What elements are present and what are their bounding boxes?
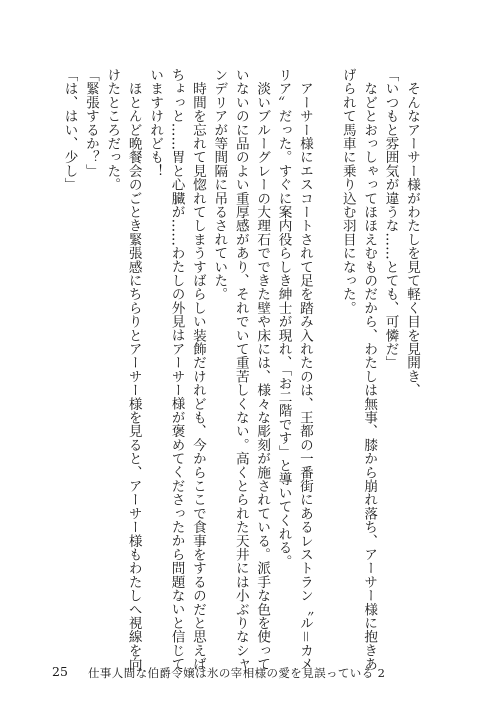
text-line: げられて馬車に乗り込む羽目になった。 bbox=[339, 68, 356, 315]
text-line: 「は、はい、少し」 bbox=[61, 68, 78, 192]
blank-line bbox=[315, 68, 336, 628]
text-line: そんなアーサー様がわたしを見て軽く目を見開き、 bbox=[404, 68, 420, 397]
text-line: などとおっしゃってほほえむものだから、わたしは無事、膝から崩れ落ち、アーサー様に抱きあ bbox=[361, 68, 378, 671]
text-line: 「緊張するか？」 bbox=[82, 68, 99, 178]
text-line: リア〟だった。すぐに案内役らしき紳士が現れ、「お二階です」と導いてくれる。 bbox=[275, 68, 292, 569]
text-line: いますけれども！ bbox=[147, 68, 164, 178]
text-line: 淡いブルーグレーの大理石でできた壁や床には、様々な彫刻が施されている。派手な色を使って bbox=[254, 68, 271, 671]
text-line: ほとんど晩餐会のごとき緊張感にちらりとアーサー様を見ると、アーサー様もわたしへ視線を向 bbox=[125, 68, 142, 671]
text-line: アーサー様にエスコートされて足を踏み入れたのは、王都の一番街にあるレストラン〝ル＝カメ bbox=[296, 68, 313, 671]
text-line: 時間を忘れて見惚れてしまうすばらしい装飾だけれども、今からここで食事をするのだと思えば bbox=[189, 68, 206, 671]
vertical-body-text bbox=[61, 68, 422, 671]
page-number: 25 bbox=[52, 664, 68, 679]
text-line: いないのに品のよい重厚感があり、それでいて重苦しくない。高くとられた天井には小ぶりなシャ bbox=[232, 68, 249, 671]
text-line: けたところだった。 bbox=[104, 68, 121, 192]
running-title: 仕事人間な伯爵令嬢は氷の宰相様の愛を見誤っている 2 bbox=[88, 666, 386, 680]
text-line: ちょっと……胃と心臓が……わたしの外見はアーサー様が褒めてくださったから問題ないと信じて bbox=[168, 68, 185, 671]
text-line: 「いつもと雰囲気が違うな……とても、可憐だ」 bbox=[382, 68, 399, 370]
text-line: ンデリアが等間隔に吊るされていた。 bbox=[211, 68, 228, 301]
